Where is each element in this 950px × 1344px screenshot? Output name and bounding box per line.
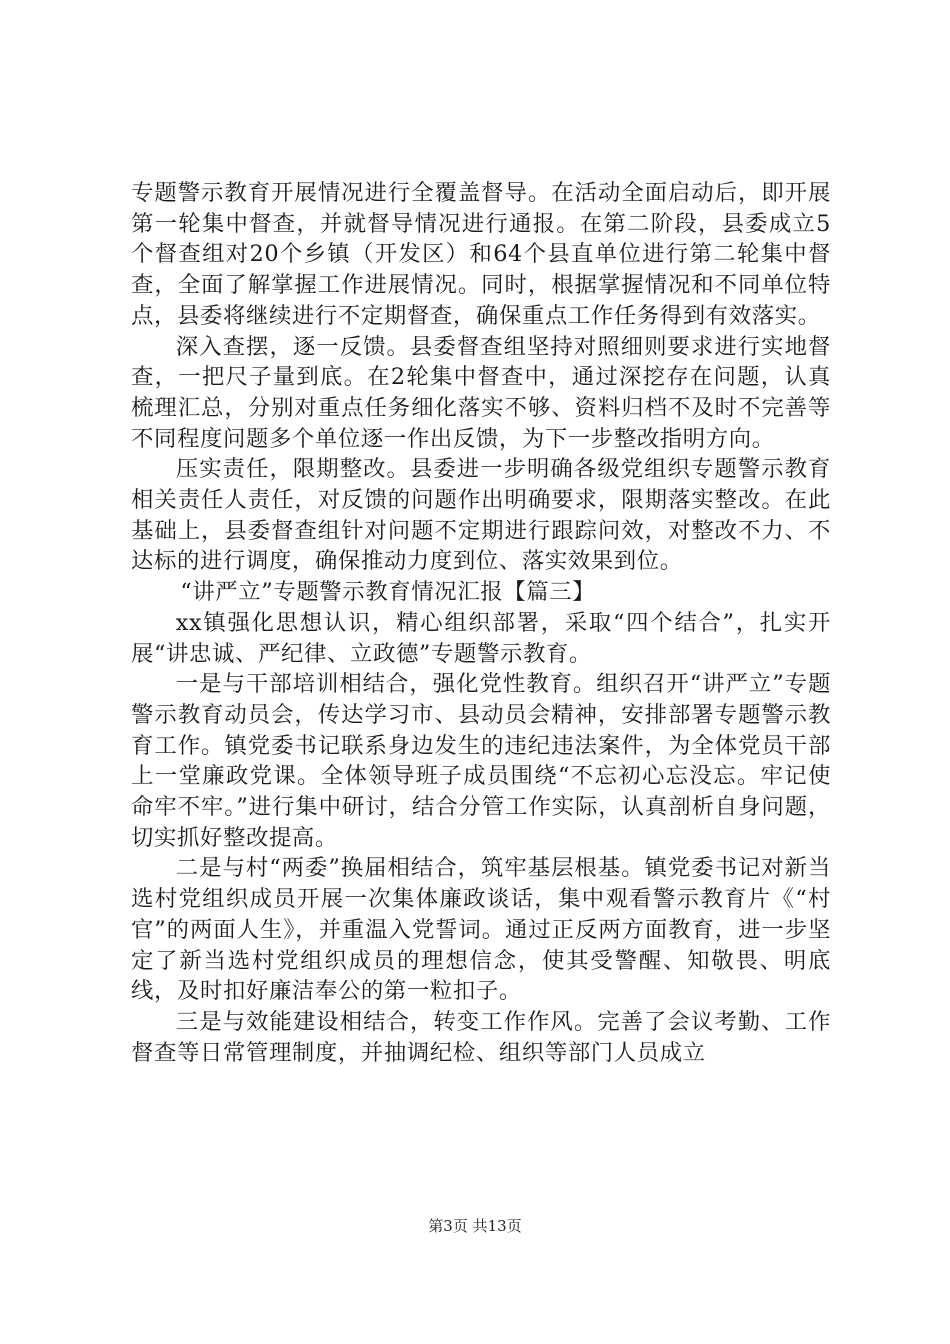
paragraph-7: 三是与效能建设相结合，转变工作作风。完善了会议考勤、工作督查等日常管理制度，并抽调纪检、组织等部门人员成立 <box>131 1008 831 1066</box>
document-body <box>131 178 831 1068</box>
page-footer: 第3页 共13页 <box>428 1217 522 1235</box>
paragraph-4: xx镇强化思想认识，精心组织部署，采取“四个结合”，扎实开展“讲忠诚、严纪律、立政德”专题警示教育。 <box>131 609 831 667</box>
paragraph-6: 二是与村“两委”换届相结合，筑牢基层根基。镇党委书记对新当选村党组织成员开展一次集体廉政谈话，集中观看警示教育片《“村官”的两面人生》，并重温入党誓词。通过正反两方面教育，进一步坚定了新当选村党组织成员的理想信念，使其受警醒、知敬畏、明底线，及时扣好廉洁奉公的第一粒扣子。 <box>131 855 831 1005</box>
paragraph-1: 专题警示教育开展情况进行全覆盖督导。在活动全面启动后，即开展第一轮集中督查，并就督导情况进行通报。在第二阶段，县委成立5个督查组对20个乡镇（开发区）和64个县直单位进行第二轮集中督查，全面了解掌握工作进展情况。同时，根据掌握情况和不同单位特点，县委将继续进行不定期督查，确保重点工作任务得到有效落实。 <box>131 180 831 329</box>
paragraph-5: 一是与干部培训相结合，强化党性教育。组织召开“讲严立”专题警示教育动员会，传达学习市、县动员会精神，安排部署专题警示教育工作。镇党委书记联系身边发生的违纪违法案件，为全体党员干部上一堂廉政党课。全体领导班子成员围绕“不忘初心忘没忘。牢记使命牢不牢。”进行集中研讨，结合分管工作实际，认真剖析自身问题，切实抓好整改提高。 <box>131 671 831 851</box>
section-heading: “讲严立”专题警示教育情况汇报【篇三】 <box>180 579 596 606</box>
paragraph-3: 压实责任，限期整改。县委进一步明确各级党组织专题警示教育相关责任人责任，对反馈的问题作出明确要求，限期落实整改。在此基础上，县委督查组针对问题不定期进行跟踪问效，对整改不力、不达标的进行调度，确保推动力度到位、落实效果到位。 <box>131 456 831 575</box>
paragraph-2: 深入查摆，逐一反馈。县委督查组坚持对照细则要求进行实地督查，一把尺子量到底。在2轮集中督查中，通过深挖存在问题，认真梳理汇总，分别对重点任务细化落实不够、资料归档不及时不完善等不同程度问题多个单位逐一作出反馈，为下一步整改指明方向。 <box>131 333 831 452</box>
